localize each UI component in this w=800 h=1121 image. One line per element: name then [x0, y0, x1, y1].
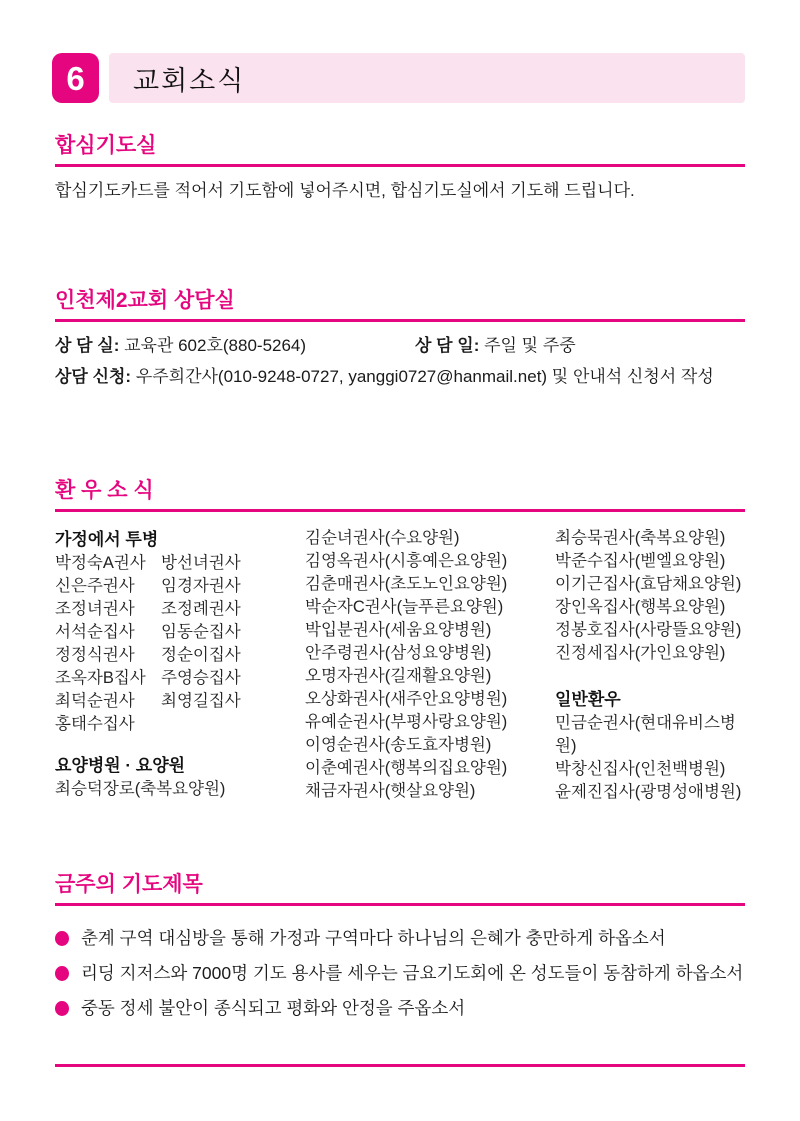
- counseling-heading: 인천제2교회 상담실: [55, 289, 235, 312]
- section-prayer-topics: [55, 872, 745, 1028]
- patient-name: 장인옥집사(행복요양원): [555, 598, 726, 616]
- patient-name: 최승묵권사(축복요양원): [555, 529, 726, 547]
- patient-name: 이영순권사(송도효자병원): [305, 736, 492, 754]
- bullet-icon: [55, 931, 69, 946]
- section-rule: [55, 903, 745, 906]
- counseling-room-row: [55, 334, 745, 358]
- section-rule: [55, 164, 745, 167]
- patient-name: 박창신집사(인천백병원): [555, 760, 726, 778]
- patient-name: 주영승집사: [161, 669, 241, 687]
- patient-group-title-home: 가정에서 투병: [55, 530, 159, 549]
- patient-name: 최영길집사: [161, 692, 241, 710]
- patient-name: 정봉호집사(사랑뜰요양원): [555, 621, 742, 639]
- patient-name: 서석순집사: [55, 623, 135, 641]
- patient-name: 오상화권사(새주안요양병원): [305, 690, 508, 708]
- counseling-room-label: 상 담 실:: [55, 336, 120, 355]
- prayer-topic-item: [55, 958, 745, 989]
- prayer-topic-item: [55, 993, 745, 1024]
- patient-name: 채금자권사(햇살요양원): [305, 782, 476, 800]
- page-title: 교회소식: [133, 65, 246, 96]
- patient-name: 방선녀권사: [161, 554, 241, 572]
- counseling-day-group: [415, 334, 576, 358]
- patient-name: 홍태수집사: [55, 715, 135, 733]
- patient-name: 최덕순권사: [55, 692, 135, 710]
- prayer-topics-heading: 금주의 기도제목: [55, 873, 203, 896]
- patient-name: 김영옥권사(시흥예은요양원): [305, 552, 508, 570]
- prayer-topic-text: 중동 정세 불안이 종식되고 평화와 안정을 주옵소서: [81, 998, 466, 1018]
- patient-name: 박준수집사(벧엘요양원): [555, 552, 726, 570]
- patient-name: 조옥자B집사: [55, 669, 146, 687]
- title-band: [109, 53, 745, 103]
- patient-name: 윤제진집사(광명성애병원): [555, 783, 742, 801]
- patient-name: 조정녀권사: [55, 600, 135, 618]
- patient-name: 최승덕장로(축복요양원): [55, 780, 226, 798]
- patient-name: 임경자권사: [161, 577, 241, 595]
- patient-name: 조정례권사: [161, 600, 241, 618]
- patients-column-right: [555, 527, 745, 804]
- patient-name: 박정숙A권사: [55, 554, 146, 572]
- patients-column-home: [55, 527, 305, 804]
- patient-name: 민금순권사(현대유비스병원): [555, 714, 736, 755]
- patient-name: 안주령권사(삼성요양병원): [305, 644, 492, 662]
- counseling-apply-label: 상담 신청:: [55, 367, 132, 386]
- prayer-room-description: 합심기도카드를 적어서 기도함에 넣어주시면, 합심기도실에서 기도해 드립니다.: [55, 181, 635, 200]
- patient-group-title-nursing: 요양병원 · 요양원: [55, 756, 186, 775]
- section-rule: [55, 509, 745, 512]
- home-pair-columns: [55, 552, 305, 736]
- patient-name: 이기근집사(효담채요양원): [555, 575, 742, 593]
- bullet-icon: [55, 1001, 69, 1016]
- counseling-day-value: 주일 및 주중: [484, 336, 576, 355]
- home-subcolumn-b: [161, 552, 305, 736]
- counseling-room-value: 교육관 602호(880-5264): [124, 336, 307, 355]
- prayer-topic-item: [55, 923, 745, 954]
- patients-columns: [55, 527, 745, 804]
- section-prayer-room: [55, 133, 745, 203]
- prayer-topic-text: 춘계 구역 대심방을 통해 가정과 구역마다 하나님의 은혜가 충만하게 하옵소서: [81, 928, 666, 948]
- patients-heading: 환 우 소 식: [55, 479, 154, 502]
- patient-name: 박순자C권사(늘푸른요양원): [305, 598, 504, 616]
- prayer-room-heading: 합심기도실: [55, 134, 157, 157]
- page-number-badge: [52, 53, 99, 103]
- section-counseling: [55, 288, 745, 389]
- patient-name: 김춘매권사(초도노인요양원): [305, 575, 508, 593]
- bullet-icon: [55, 966, 69, 981]
- page-header: [52, 53, 745, 103]
- section-patients: [55, 478, 745, 804]
- counseling-apply-row: [55, 365, 745, 389]
- patient-name: 김순녀권사(수요양원): [305, 529, 460, 547]
- counseling-apply-value: 우주희간사(010-9248-0727, yanggi0727@hanmail.net) 및 안내석 신청서 작성: [135, 367, 714, 386]
- page-number: 6: [66, 59, 85, 97]
- patient-name: 이춘예권사(행복의집요양원): [305, 759, 508, 777]
- patient-name: 유예순권사(부평사랑요양원): [305, 713, 508, 731]
- patient-name: 임동순집사: [161, 623, 241, 641]
- patient-name: 박입분권사(세움요양병원): [305, 621, 492, 639]
- prayer-topics-list: [55, 923, 745, 1024]
- patient-name: 오명자권사(길재활요양원): [305, 667, 492, 685]
- patient-name: 정순이집사: [161, 646, 241, 664]
- patient-group-title-general: 일반환우: [555, 690, 621, 709]
- counseling-day-label: 상 담 일:: [415, 336, 480, 355]
- home-subcolumn-a: [55, 552, 161, 736]
- patients-column-middle: [305, 527, 555, 804]
- patient-name: 정정식권사: [55, 646, 135, 664]
- prayer-topic-text: 리딩 지저스와 7000명 기도 용사를 세우는 금요기도회에 온 성도들이 동참하게 하옵소서: [81, 963, 744, 983]
- patient-name: 신은주권사: [55, 577, 135, 595]
- section-rule: [55, 319, 745, 322]
- footer-rule: [55, 1064, 745, 1067]
- patient-name: 진정세집사(가인요양원): [555, 644, 726, 662]
